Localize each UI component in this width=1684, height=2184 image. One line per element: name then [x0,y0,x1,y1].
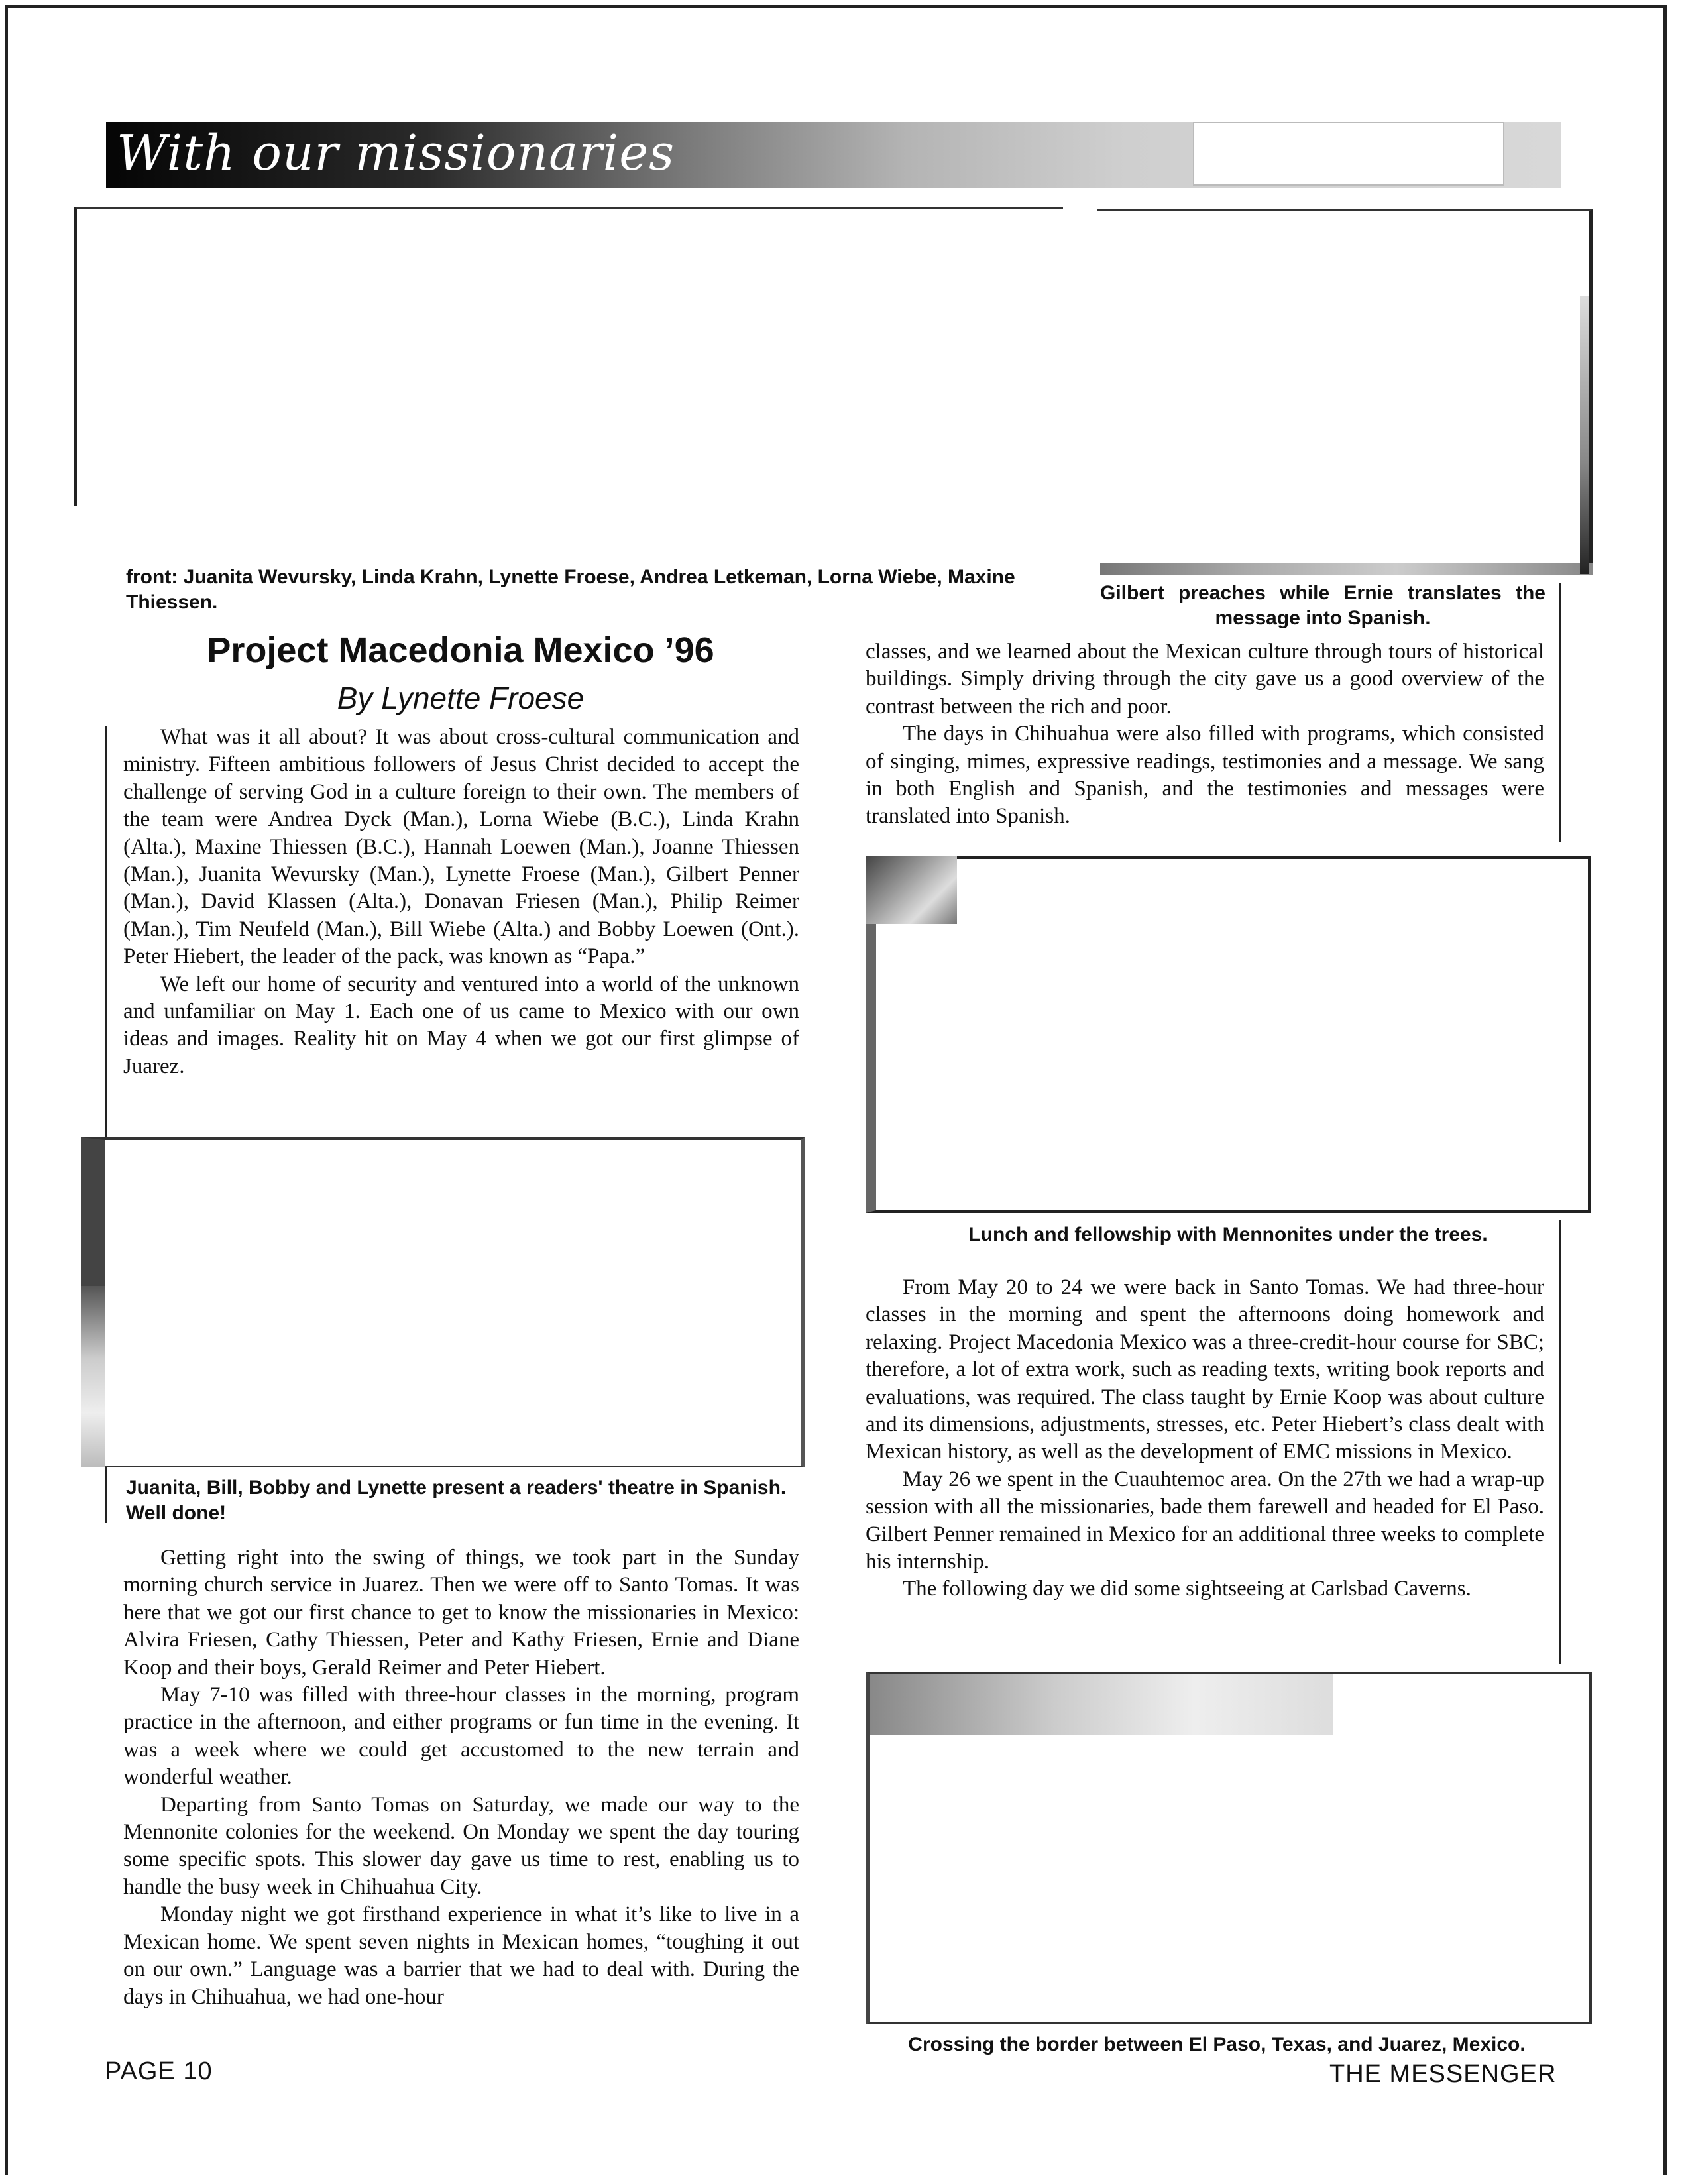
photo-lunch [866,856,1591,1213]
photo-theatre-dark-edge [81,1286,105,1467]
paragraph: May 26 we spent in the Cuauhtemoc area. On the 27th we had a wrap-up session with all the missionaries, bade them farewell and headed for El Paso. Gilbert Penner remained in Mexico for an additional three weeks to complete his internship. [866,1467,1544,1574]
paragraph: The days in Chihuahua were also filled with programs, which consisted of singing, mimes, expressive readings, testimonies and a message. We sang in both English and Spanish, and the testimonies and messages were translated into Spanish. [866,722,1544,829]
photo-preaching-caption: Gilbert preaches while Ernie translates the message into Spanish. [1100,582,1545,629]
column-rule [1559,1220,1561,1664]
section-title: With our missionaries [117,125,675,182]
photo-border-caption: Crossing the border between El Paso, Texas, and Juarez, Mexico. [908,2034,1526,2055]
paragraph: What was it all about? It was about cross-cultural communication and ministry. Fifteen ambitious followers of Jesus Christ decided to accept the challenge of serving God in a culture foreign to their own. The members of the team were Andrea Dyck (Man.), Lorna Wiebe (B.C.), Linda Krahn (Alta.), Maxine Thiessen (B.C.), Hannah Loewen (Man.), Joanne Thiessen (Man.), Juanita Wevursky (Man.), Lynette Froese (Man.), Gilbert Penner (Man.), David Klassen (Alta.), Donavan Friesen (Man.), Philip Reimer (Man.), Tim Neufeld (Man.), Bill Wiebe (Alta.) and Bobby Loewen (Ont.). Peter Hiebert, the leader of the pack, was known as “Papa.” [123,725,799,969]
paragraph: We left our home of security and ventured into a world of the unknown and unfamiliar on May 1. Each one of us came to Mexico with our own ideas and images. Reality hit on May 4 when we got our first glimpse of Juarez. [123,972,799,1078]
paragraph: Monday night we got firsthand experience in what it’s like to live in a Mexican home. We spent seven nights in Mexican homes, “toughing it out on our own.” Language was a barrier that we had to deal with. During the days in Chihuahua, we had one-hour [123,1902,799,2009]
article-byline: By Lynette Froese [337,681,585,715]
photo-preaching [1097,209,1593,575]
paragraph: Departing from Santo Tomas on Saturday, we made our way to the Mennonite colonies for the weekend. On Monday we spent the day touring some specific spots. This slower day gave us time to rest, enabling us to handle the busy week in Chihuahua City. [123,1792,799,1899]
paragraph: classes, and we learned about the Mexican culture through tours of historical buildings. Simply driving through the city gave us a good overview of the contrast between the rich and poor. [866,640,1544,718]
photo-theatre-caption: Juanita, Bill, Bobby and Lynette present a readers' theatre in Spanish. Well done! [126,1477,787,1524]
paragraph: The following day we did some sightseeing at Carlsbad Caverns. [903,1577,1471,1601]
paragraph: May 7-10 was filled with three-hour classes in the morning, program practice in the afternoon, and either programs or fun time in the evening. It was a week where we could get accustomed to the new terrain and wonderful weather. [123,1683,799,1790]
photo-team-caption: front: Juanita Wevursky, Linda Krahn, Lynette Froese, Andrea Letkeman, Lorna Wiebe, Maxine Thiessen. [126,566,1015,613]
article-title: Project Macedonia Mexico ’96 [207,630,714,670]
photo-lunch-caption: Lunch and fellowship with Mennonites under the trees. [968,1224,1488,1245]
photo-lunch-trees [866,856,957,924]
banner-blank-box [1193,122,1504,186]
photo-border-sky [870,1674,1333,1735]
article-column-2-top [866,638,1544,831]
photo-team [74,207,1063,506]
photo-preaching-dark-edge [1100,563,1593,575]
publication-name: THE MESSENGER [1329,2060,1557,2088]
article-column-1-bottom [123,1544,799,2011]
column-rule [105,1467,107,1523]
paragraph: Getting right into the swing of things, we took part in the Sunday morning church service in Juarez. Then we were off to Santo Tomas. It was here that we got our first chance to get to know the missionaries in Mexico: Alvira Friesen, Cathy Thiessen, Peter and Kathy Friesen, Ernie and Diane Koop and their boys, Gerald Reimer and Peter Hiebert. [123,1546,799,1680]
article-column-2-bottom [866,1274,1544,1603]
column-rule [1559,583,1561,842]
photo-preaching-side-strip [1580,296,1589,574]
article-column-1-top [123,724,799,1080]
photo-theatre [81,1137,805,1467]
column-rule [105,726,107,1137]
paragraph: From May 20 to 24 we were back in Santo Tomas. We had three-hour classes in the morning and spent the afternoons doing homework and relaxing. Project Macedonia Mexico was a three-credit-hour course for SBC; therefore, a lot of extra work, such as reading texts, writing book reports and evaluations, was required. The class taught by Ernie Koop was about culture and its dimensions, adjustments, stresses, etc. Peter Hiebert’s class dealt with Mexican history, as well as the development of EMC missions in Mexico. [866,1275,1544,1464]
page-number: PAGE 10 [105,2057,213,2085]
